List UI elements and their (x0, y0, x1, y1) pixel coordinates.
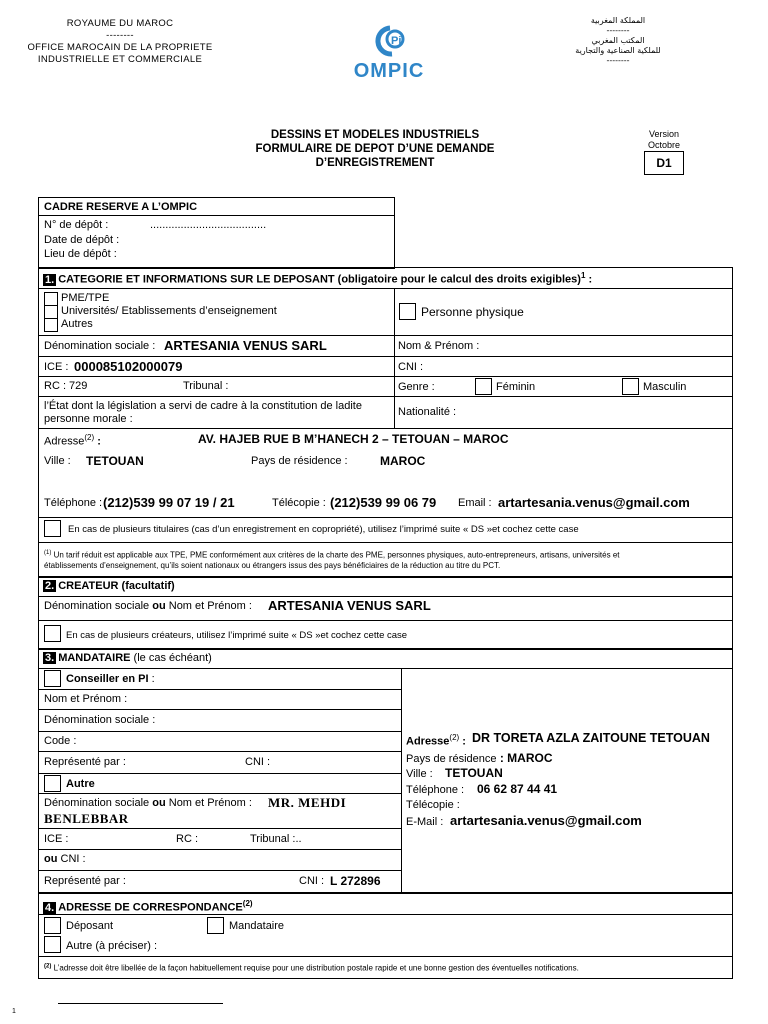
mandataire-pays-label: Pays de résidence (406, 753, 497, 765)
mandataire-adresse-colon: : (459, 735, 466, 748)
mandataire-adresse-word: Adresse (406, 735, 450, 748)
title-line-2: FORMULAIRE DE DEPOT D’UNE DEMANDE (255, 143, 495, 155)
kingdom-label-ar: المملكة المغربية (590, 16, 646, 25)
universite-label: Universités/ Etablissements d’enseignement (61, 305, 277, 317)
autre-adresse-label: Autre (à préciser) : (66, 940, 158, 952)
email-label: Email : (458, 497, 492, 509)
createur-ou: ou (152, 600, 166, 612)
footnote-marker: 1 (12, 1008, 16, 1015)
note-1-line-2: établissements d’enseignement, qu’ils soient nationaux ou étrangers issus des pays bénéficiaires de la réduction au titre du PCT. (44, 560, 501, 570)
mandataire-cni-2-label: CNI : (299, 875, 325, 887)
denomination-label: Dénomination sociale : (44, 340, 156, 352)
mandataire-cni-label: CNI : (245, 756, 271, 768)
logo-text: OMPIC (353, 60, 425, 82)
autres-checkbox[interactable] (44, 318, 58, 332)
feminin-checkbox[interactable] (475, 378, 492, 395)
mandataire-code-label: Code : (44, 735, 77, 747)
section-4-title-sup: (2) (242, 899, 253, 908)
telecopie-label: Télécopie : (272, 497, 326, 509)
pays-value: MAROC (380, 454, 426, 468)
version-word: Version (648, 129, 680, 139)
section-3-title-text: MANDATAIRE (58, 652, 131, 664)
ice-label: ICE : (44, 361, 69, 373)
note-2-sup: (2) (44, 963, 52, 969)
nom-prenom-label: Nom & Prénom : (398, 340, 480, 352)
form-title (180, 128, 570, 170)
depot-date-label: Date de dépôt : (44, 234, 120, 246)
pays-label: Pays de résidence : (251, 455, 348, 467)
section-2-number: 2. (45, 580, 55, 592)
title-line-1: DESSINS ET MODELES INDUSTRIELS (270, 129, 480, 141)
ice-value: 000085102000079 (74, 359, 183, 374)
autre-adresse-checkbox[interactable] (44, 936, 61, 953)
svg-text:Pi: Pi (391, 35, 402, 47)
mandataire-ou-cni-label (44, 853, 86, 865)
section-4-number: 4. (45, 901, 55, 914)
mandataire-email-value: artartesania.venus@gmail.com (450, 813, 642, 828)
mandataire-represente-label: Représenté par : (44, 756, 126, 768)
adresse-value: AV. HAJEB RUE B M’HANECH 2 – TETOUAN – MAROC (198, 432, 509, 446)
mandataire-tel-label: Téléphone : (406, 784, 465, 796)
note-2 (44, 961, 579, 974)
kingdom-label: ROYAUME DU MAROC (66, 18, 174, 29)
section-1-number: 1. (45, 273, 55, 286)
depot-place-label: Lieu de dépôt : (44, 248, 117, 260)
deposant-checkbox[interactable] (44, 917, 61, 934)
separator: -------- (106, 30, 134, 41)
version-code: D1 (644, 151, 684, 175)
section-4-title-text: ADRESSE DE CORRESPONDANCE (58, 901, 243, 914)
mandataire-nom-label: Nom et Prénom : (44, 693, 128, 705)
mandataire-represente-2-label: Représenté par : (44, 875, 126, 887)
mandataire-tribunal-label: Tribunal :.. (250, 833, 302, 845)
tribunal-label: Tribunal : (183, 380, 229, 392)
mandataire-tel-value: 06 62 87 44 41 (477, 782, 558, 796)
note-1-sup: (1) (44, 550, 52, 556)
adresse-sup: (2) (84, 433, 95, 442)
plusieurs-createurs-label: En cas de plusieurs créateurs, utilisez l’imprimé suite « DS »et cochez cette case (66, 630, 408, 641)
mandataire-cni-2-value: L 272896 (330, 874, 381, 888)
denomination-value: ARTESANIA VENUS SARL (164, 338, 327, 353)
mandataire-rc-label: RC : (176, 833, 198, 845)
mandataire-adresse-value: DR TORETA AZLA ZAITOUNE TETOUAN (472, 731, 710, 745)
etat-label-2: personne morale : (44, 413, 133, 425)
feminin-label: Féminin (496, 381, 536, 393)
telecopie-value: (212)539 99 06 79 (330, 495, 437, 510)
nationalite-label: Nationalité : (398, 406, 457, 418)
etat-label-1: l’État dont la législation a servi de cadre à la constitution de ladite (44, 400, 362, 412)
separator: -------- (606, 26, 630, 35)
telephone-label: Téléphone : (44, 497, 103, 509)
office-label-1: OFFICE MAROCAIN DE LA PROPRIETE (27, 42, 213, 53)
separator: -------- (606, 56, 630, 65)
adresse-label (44, 433, 101, 448)
personne-physique-label: Personne physique (421, 305, 524, 319)
ompic-logo (344, 24, 434, 86)
conseiller-checkbox[interactable] (44, 670, 61, 687)
plusieurs-createurs-checkbox[interactable] (44, 625, 61, 642)
header-right (560, 16, 676, 66)
mandataire-pays (406, 751, 553, 765)
autre-label: Autre (66, 778, 95, 790)
mandataire-cni-word: CNI : (57, 853, 86, 865)
note-1-line-1: Un tarif réduit est applicable aux TPE, PME conformément aux critères de la charte des PME, personnes physiques, auto-entrepreneurs, artisans, universités et (53, 550, 620, 560)
conseiller-word: Conseiller en PI (66, 673, 149, 685)
section-2-title (43, 580, 175, 592)
section-1-title-text: CATEGORIE ET INFORMATIONS SUR LE DEPOSANT (obligatoire pour le calcul des droits exigibles) (58, 273, 581, 286)
createur-denom-label (44, 600, 252, 612)
masculin-label: Masculin (643, 381, 687, 393)
office-label-ar-1: المكتب المغربي (591, 36, 645, 45)
mandataire-fax-label: Télécopie : (406, 799, 460, 811)
adresse-colon: : (94, 435, 101, 448)
office-label-2: INDUSTRIELLE ET COMMERCIALE (37, 54, 203, 65)
pme-label: PME/TPE (61, 292, 110, 304)
mandataire-ou: ou (44, 853, 58, 865)
section-3-title (43, 652, 212, 664)
plusieurs-titulaires-label: En cas de plusieurs titulaires (cas d’un enregistrement en copropriété), utilisez l’imprimé suite « DS »et cochez cette case (68, 524, 579, 535)
mandataire-name-2: BENLEBBAR (44, 811, 129, 826)
version-month: Octobre (647, 140, 680, 150)
mandataire-ville-value: TETOUAN (445, 766, 503, 780)
personne-physique-checkbox[interactable] (399, 303, 416, 320)
mandataire-pays-value: : MAROC (496, 751, 553, 765)
mandataire-ice-label: ICE : (44, 833, 69, 845)
createur-denom-word: Dénomination sociale (44, 600, 153, 612)
mandataire-adresse (406, 733, 466, 748)
header-left (0, 18, 240, 66)
mandataire-email-label: E-Mail : (406, 816, 444, 828)
section-4-title (43, 899, 253, 914)
cni-label: CNI : (398, 361, 424, 373)
ompic-logo-mark (344, 24, 434, 64)
mandataire-ville-label: Ville : (406, 768, 433, 780)
depot-number-label: N° de dépôt : (44, 219, 109, 231)
plusieurs-titulaires-checkbox[interactable] (44, 520, 61, 537)
section-3-note: (le cas échéant) (130, 652, 212, 664)
office-label-ar-2: للملكية الصناعية والتجارية (575, 46, 661, 55)
version-label (640, 129, 688, 151)
deposant-label: Déposant (66, 920, 114, 932)
rc-label: RC : 729 (44, 380, 88, 392)
section-1-title-sup: 1 (580, 271, 586, 280)
mandataire-label: Mandataire (229, 920, 285, 932)
autre-checkbox[interactable] (44, 775, 61, 792)
mandataire-name-1: MR. MEHDI (268, 795, 347, 810)
conseiller-label (66, 673, 155, 685)
mandataire-checkbox[interactable] (207, 917, 224, 934)
depot-number-dots: ...................................... (150, 219, 267, 231)
title-line-3: D’ENREGISTREMENT (315, 157, 435, 169)
createur-denom-value: ARTESANIA VENUS SARL (268, 598, 431, 613)
mandataire-denom-label: Dénomination sociale : (44, 714, 156, 726)
section-2-title-text: CREATEUR (facultatif) (58, 580, 175, 592)
universite-checkbox[interactable] (44, 305, 58, 319)
createur-nom-word: Nom et Prénom : (165, 600, 252, 612)
autre-denom-word: Dénomination sociale (44, 797, 153, 809)
genre-label: Genre : (398, 381, 435, 393)
ville-label: Ville : (44, 455, 71, 467)
reserved-title: CADRE RESERVE A L’OMPIC (44, 201, 198, 213)
note-1 (44, 548, 620, 571)
masculin-checkbox[interactable] (622, 378, 639, 395)
mandataire-adresse-sup: (2) (449, 733, 460, 742)
autre-denom-label (44, 797, 252, 809)
pme-checkbox[interactable] (44, 292, 58, 306)
conseiller-colon: : (148, 673, 155, 685)
autre-ou: ou (152, 797, 166, 809)
autre-nom-word: Nom et Prénom : (165, 797, 252, 809)
section-3-number: 3. (45, 652, 55, 664)
section-1-title (43, 271, 592, 286)
adresse-word: Adresse (44, 435, 85, 448)
section-1-title-end: : (585, 273, 593, 286)
email-value: artartesania.venus@gmail.com (498, 495, 690, 510)
telephone-value: (212)539 99 07 19 / 21 (103, 495, 235, 510)
autres-label: Autres (61, 318, 93, 330)
note-2-text: L’adresse doit être libellée de la façon habituellement requise pour une distribution postale rapide et une bonne gestion des éventuelles notifications. (53, 963, 579, 973)
ville-value: TETOUAN (86, 454, 144, 468)
